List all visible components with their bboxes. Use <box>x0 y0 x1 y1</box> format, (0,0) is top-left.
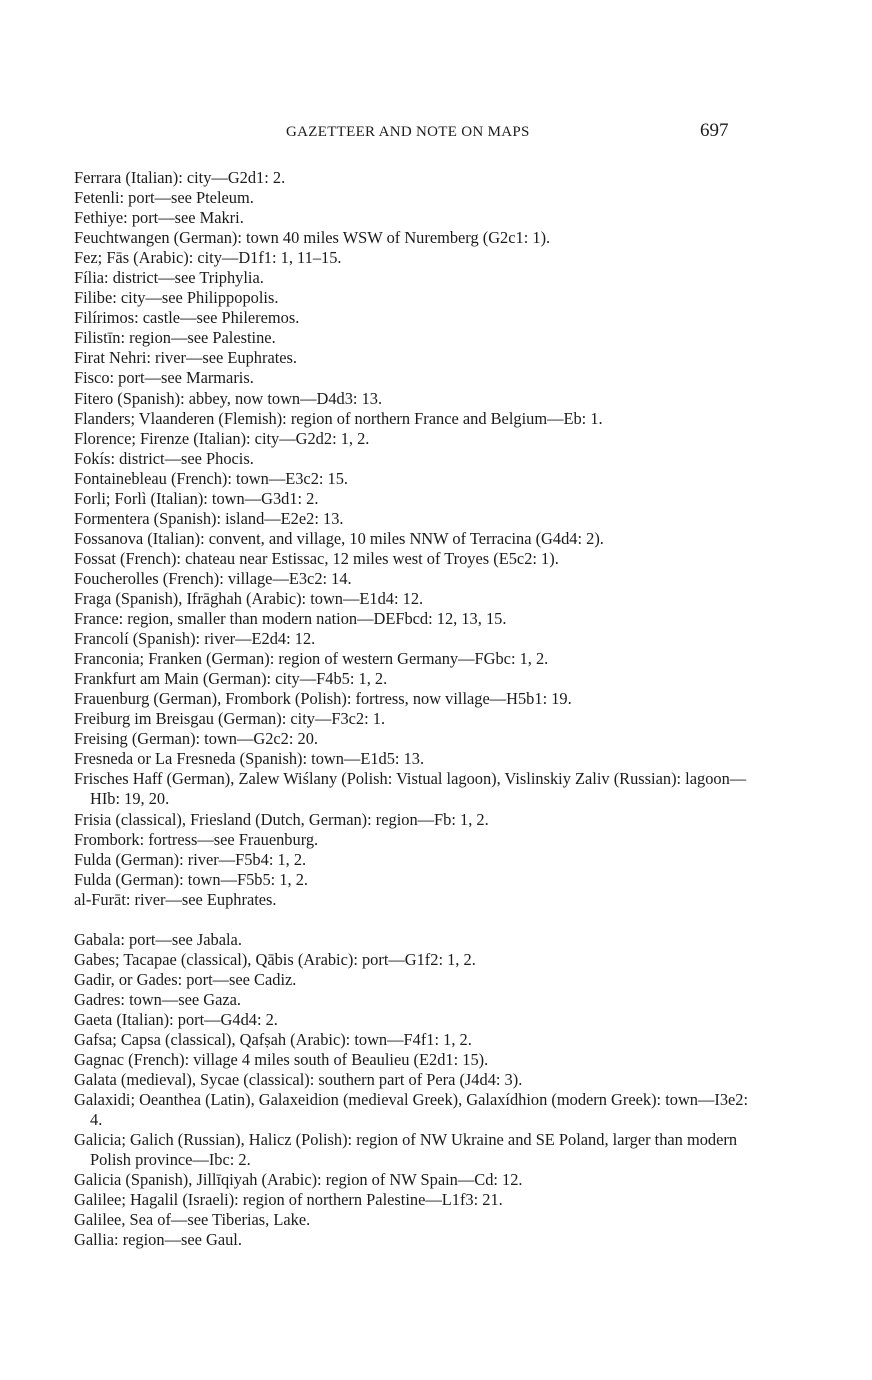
entry-fraga: Fraga (Spanish), Ifrāghah (Arabic): town—E1d4: 12. <box>74 588 424 608</box>
entry-gafsa: Gafsa; Capsa (classical), Qafṣah (Arabic): town—F4f1: 1, 2. <box>74 1029 472 1049</box>
entry-fossat: Fossat (French): chateau near Estissac, 12 miles west of Troyes (E5c2: 1). <box>74 548 559 568</box>
entry-fethiye: Fethiye: port—see Makri. <box>74 208 244 228</box>
entry-formentera: Formentera (Spanish): island—E2e2: 13. <box>74 508 344 528</box>
entry-freising: Freising (German): town—G2c2: 20. <box>74 729 318 749</box>
entry-filirimos: Filírimos: castle—see Phileremos. <box>74 308 300 328</box>
entry-fossanova: Fossanova (Italian): convent, and village, 10 miles NNW of Terracina (G4d4: 2). <box>74 528 604 548</box>
entry-fulda-town: Fulda (German): town—F5b5: 1, 2. <box>74 869 308 889</box>
entry-fontainebleau: Fontainebleau (French): town—E3c2: 15. <box>74 468 349 488</box>
running-head: GAZETTEER AND NOTE ON MAPS <box>286 124 530 140</box>
entry-florence: Florence; Firenze (Italian): city—G2d2: 1, 2. <box>74 428 370 448</box>
entry-fez: Fez; Fās (Arabic): city—D1f1: 1, 11–15. <box>74 248 342 268</box>
entry-fetenli: Fetenli: port—see Pteleum. <box>74 188 254 208</box>
entry-fulda-river: Fulda (German): river—F5b4: 1, 2. <box>74 849 307 869</box>
entry-galilee-sea: Galilee, Sea of—see Tiberias, Lake. <box>74 1210 311 1230</box>
entry-frisia: Frisia (classical), Friesland (Dutch, German): region—Fb: 1, 2. <box>74 809 489 829</box>
entry-gadir: Gadir, or Gades: port—see Cadiz. <box>74 969 297 989</box>
entry-gagnac: Gagnac (French): village 4 miles south of Beaulieu (E2d1: 15). <box>74 1050 489 1070</box>
entry-firat-nehri: Firat Nehri: river—see Euphrates. <box>74 348 298 368</box>
entry-fokis: Fokís: district—see Phocis. <box>74 448 254 468</box>
entry-gaeta: Gaeta (Italian): port—G4d4: 2. <box>74 1009 278 1029</box>
entry-france: France: region, smaller than modern nation—DEFbcd: 12, 13, 15. <box>74 609 507 629</box>
entry-galicia-spain: Galicia (Spanish), Jillīqiyah (Arabic): region of NW Spain—Cd: 12. <box>74 1170 523 1190</box>
entry-fresneda: Fresneda or La Fresneda (Spanish): town—E1d5: 13. <box>74 749 425 769</box>
entry-gadres: Gadres: town—see Gaza. <box>74 989 242 1009</box>
entry-franconia: Franconia; Franken (German): region of western Germany—FGbc: 1, 2. <box>74 649 549 669</box>
entry-feuchtwangen: Feuchtwangen (German): town 40 miles WSW of Nuremberg (G2c1: 1). <box>74 228 551 248</box>
entry-galilee: Galilee; Hagalil (Israeli): region of northern Palestine—L1f3: 21. <box>74 1190 503 1210</box>
entry-forli: Forli; Forlì (Italian): town—G3d1: 2. <box>74 488 319 508</box>
entry-flanders: Flanders; Vlaanderen (Flemish): region of northern France and Belgium—Eb: 1. <box>74 408 603 428</box>
entry-foucherolles: Foucherolles (French): village—E3c2: 14. <box>74 568 352 588</box>
entry-francoli: Francolí (Spanish): river—E2d4: 12. <box>74 629 316 649</box>
entry-gabes: Gabes; Tacapae (classical), Qābis (Arabic): port—G1f2: 1, 2. <box>74 949 476 969</box>
entry-galata: Galata (medieval), Sycae (classical): southern part of Pera (J4d4: 3). <box>74 1070 523 1090</box>
entry-galicia-ukraine: Galicia; Galich (Russian), Halicz (Polish): region of NW Ukraine and SE Poland, larger than modern Polish province—Ibc: 2. <box>74 1130 738 1170</box>
gazetteer-entries <box>74 168 764 1250</box>
entry-al-furat: al-Furāt: river—see Euphrates. <box>74 889 277 909</box>
entry-gallia: Gallia: region—see Gaul. <box>74 1230 242 1250</box>
entry-filistin: Filistīn: region—see Palestine. <box>74 328 276 348</box>
entry-frisches-haff: Frisches Haff (German), Zalew Wiślany (Polish: Vistual lagoon), Vislinskiy Zaliv (Russian): lagoon—HIb: 19, 20. <box>74 769 747 809</box>
page-number: 697 <box>700 120 729 141</box>
entry-ferrara: Ferrara (Italian): city—G2d1: 2. <box>74 168 286 187</box>
entry-frombork: Frombork: fortress—see Frauenburg. <box>74 829 319 849</box>
entry-filia: Fília: district—see Triphylia. <box>74 268 264 288</box>
entry-frankfurt: Frankfurt am Main (German): city—F4b5: 1, 2. <box>74 669 388 689</box>
entry-gabala: Gabala: port—see Jabala. <box>74 929 242 949</box>
entry-filibe: Filibe: city—see Philippopolis. <box>74 288 279 308</box>
entry-frauenburg: Frauenburg (German), Frombork (Polish): fortress, now village—H5b1: 19. <box>74 689 572 709</box>
section-gap <box>74 910 764 930</box>
entry-freiburg: Freiburg im Breisgau (German): city—F3c2: 1. <box>74 709 386 729</box>
entry-fitero: Fitero (Spanish): abbey, now town—D4d3: 13. <box>74 388 383 408</box>
entry-fisco: Fisco: port—see Marmaris. <box>74 368 254 388</box>
entry-galaxidi: Galaxidi; Oeanthea (Latin), Galaxeidion (medieval Greek), Galaxídhion (modern Greek): town—I3e2: 4. <box>74 1090 749 1130</box>
